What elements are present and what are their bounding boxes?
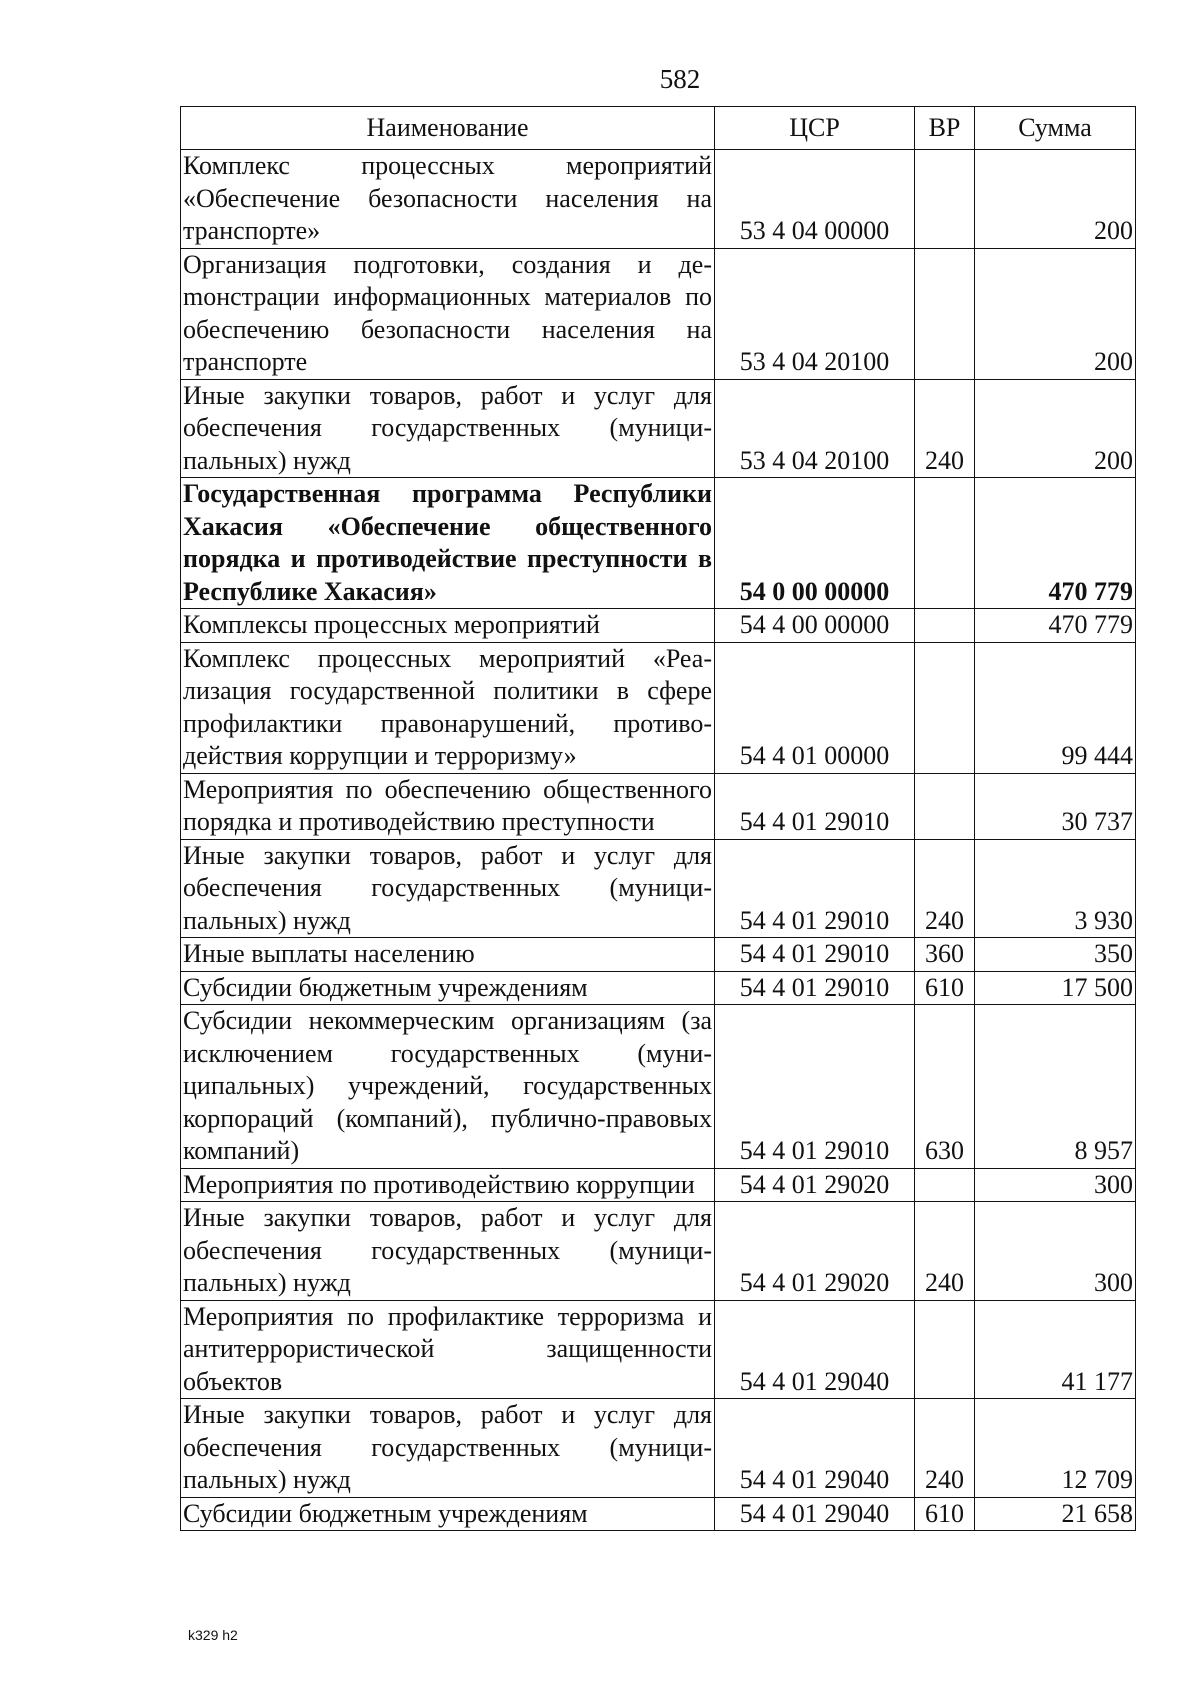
table-row (181, 478, 1136, 609)
header-name: Наименование (181, 107, 715, 150)
cell-sum: 99 444 (975, 642, 1136, 773)
table-row (181, 642, 1136, 773)
cell-vr (915, 150, 975, 249)
cell-sum: 200 (975, 248, 1136, 379)
cell-csr: 53 4 04 20100 (715, 248, 915, 379)
cell-vr: 610 (915, 1497, 975, 1531)
cell-name: Иные закупки товаров, работ и услуг для обеспечения государственных (муниципальных) нужд (181, 839, 715, 938)
table-header (181, 107, 1136, 150)
cell-vr: 240 (915, 1202, 975, 1301)
cell-sum: 41 177 (975, 1300, 1136, 1399)
cell-csr: 54 4 01 29040 (715, 1497, 915, 1531)
table-row (181, 938, 1136, 972)
cell-sum: 470 779 (975, 609, 1136, 643)
cell-vr (915, 478, 975, 609)
budget-table (180, 106, 1136, 1531)
cell-sum: 300 (975, 1168, 1136, 1202)
footer-code: k329 h2 (188, 1627, 238, 1643)
table-row (181, 1399, 1136, 1498)
cell-name: Субсидии бюджетным учреждениям (181, 971, 715, 1005)
cell-name: Субсидии некоммерческим организациям (за исключением государственных (муниципальных) учреждений, государственных корпораций (компаний), публично-правовых компаний) (181, 1005, 715, 1169)
cell-name: Субсидии бюджетным учреждениям (181, 1497, 715, 1531)
cell-csr: 54 4 00 00000 (715, 609, 915, 643)
cell-name: Комплекс процессных мероприятий «Обеспечение безопасности населения на транспорте» (181, 150, 715, 249)
cell-csr: 54 4 01 29010 (715, 773, 915, 839)
table-row (181, 1005, 1136, 1169)
cell-sum: 8 957 (975, 1005, 1136, 1169)
table-row (181, 773, 1136, 839)
cell-sum: 17 500 (975, 971, 1136, 1005)
table-row (181, 839, 1136, 938)
cell-name: Иные закупки товаров, работ и услуг для обеспечения государственных (муниципальных) нужд (181, 379, 715, 478)
table-row (181, 150, 1136, 249)
cell-vr (915, 248, 975, 379)
cell-csr: 54 4 01 29020 (715, 1202, 915, 1301)
table-row (181, 1300, 1136, 1399)
table-row (181, 1497, 1136, 1531)
header-csr: ЦСР (715, 107, 915, 150)
cell-csr: 54 4 01 29010 (715, 971, 915, 1005)
cell-sum: 300 (975, 1202, 1136, 1301)
cell-name: Государственная программа Республики Хакасия «Обеспечение общественного порядка и противодействие преступности в Республике Хакасия» (181, 478, 715, 609)
cell-sum: 350 (975, 938, 1136, 972)
cell-csr: 53 4 04 00000 (715, 150, 915, 249)
cell-vr: 630 (915, 1005, 975, 1169)
cell-vr: 360 (915, 938, 975, 972)
cell-name: Иные выплаты населению (181, 938, 715, 972)
cell-csr: 54 4 01 29040 (715, 1399, 915, 1498)
cell-csr: 53 4 04 20100 (715, 379, 915, 478)
table-body (181, 150, 1136, 1531)
header-sum: Сумма (975, 107, 1136, 150)
cell-sum: 3 930 (975, 839, 1136, 938)
table-row (181, 1202, 1136, 1301)
table-row (181, 1168, 1136, 1202)
cell-sum: 470 779 (975, 478, 1136, 609)
cell-name: Комплекс процессных мероприятий «Реализация государственной политики в сфере профилактики правонарушений, противодействия коррупции и терроризму» (181, 642, 715, 773)
cell-name: Иные закупки товаров, работ и услуг для обеспечения государственных (муниципальных) нужд (181, 1399, 715, 1498)
cell-name: Иные закупки товаров, работ и услуг для обеспечения государственных (муниципальных) нужд (181, 1202, 715, 1301)
cell-sum: 200 (975, 379, 1136, 478)
cell-csr: 54 4 01 29010 (715, 1005, 915, 1169)
table-row (181, 379, 1136, 478)
cell-sum: 12 709 (975, 1399, 1136, 1498)
cell-name: Мероприятия по обеспечению общественного порядка и противодействию преступности (181, 773, 715, 839)
table-row (181, 609, 1136, 643)
cell-name: Комплексы процессных мероприятий (181, 609, 715, 643)
cell-vr: 610 (915, 971, 975, 1005)
table-row (181, 248, 1136, 379)
cell-name: Организация подготовки, создания и деmонстрации информационных материалов по обеспечению безопасности населения на транспорте (181, 248, 715, 379)
cell-vr (915, 773, 975, 839)
cell-csr: 54 4 01 29040 (715, 1300, 915, 1399)
header-row (181, 107, 1136, 150)
cell-sum: 21 658 (975, 1497, 1136, 1531)
table-row (181, 971, 1136, 1005)
cell-vr: 240 (915, 1399, 975, 1498)
cell-csr: 54 4 01 29010 (715, 839, 915, 938)
cell-csr: 54 4 01 29010 (715, 938, 915, 972)
cell-csr: 54 4 01 29020 (715, 1168, 915, 1202)
cell-csr: 54 0 00 00000 (715, 478, 915, 609)
cell-vr (915, 1300, 975, 1399)
cell-vr (915, 1168, 975, 1202)
cell-name: Мероприятия по противодействию коррупции (181, 1168, 715, 1202)
cell-sum: 200 (975, 150, 1136, 249)
cell-csr: 54 4 01 00000 (715, 642, 915, 773)
cell-vr: 240 (915, 839, 975, 938)
cell-sum: 30 737 (975, 773, 1136, 839)
cell-name: Мероприятия по профилактике терроризма и антитеррористической защищенности объектов (181, 1300, 715, 1399)
cell-vr (915, 642, 975, 773)
cell-vr (915, 609, 975, 643)
page-number: 582 (659, 64, 701, 94)
cell-vr: 240 (915, 379, 975, 478)
header-vr: ВР (915, 107, 975, 150)
